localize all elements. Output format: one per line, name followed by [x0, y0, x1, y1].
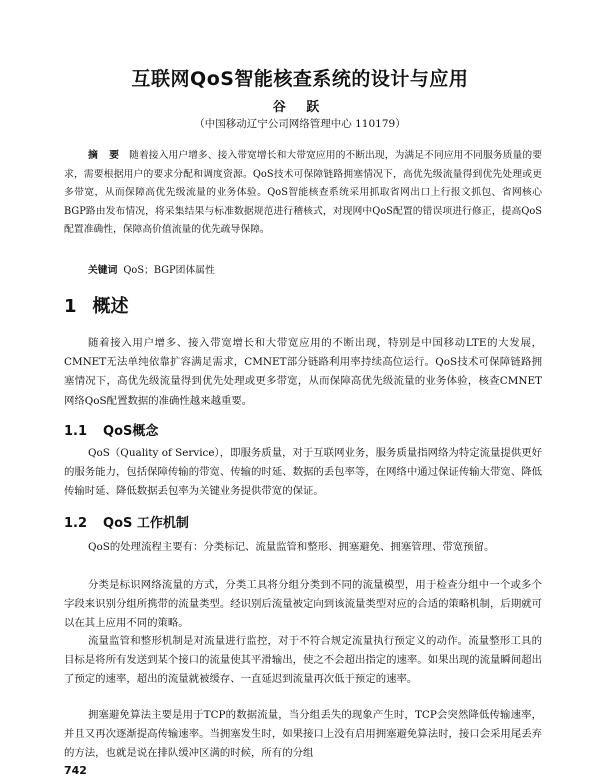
keywords-text: QoS；BGP团体属性: [123, 265, 215, 276]
section-1-1-paragraph: QoS（Quality of Service），即服务质量，对于互联网业务，服务质量指网络为特定流量提供更好的服务能力，包括保障传输的带宽、传输的时延、数据的丢包率等，在网络中通过保证传输大带宽、降低传输时延、降低数据丢包率为关键业务提供带宽的保证。: [64, 447, 542, 498]
section-1-2-heading: [64, 512, 189, 531]
section-1-2-number: 1.2: [64, 516, 88, 531]
keywords-label: 关键词: [88, 265, 118, 276]
section-1-title: 概述: [92, 296, 129, 317]
section-1-paragraph: 随着接入用户增多、接入带宽增长和大带宽应用的不断出现，特别是中国移动LTE的大发展，CMNET无法单纯依靠扩容满足需求，CMNET部分链路利用率持续高位运行。QoS技术可保障链路拥塞情况下，高优先级流量得到优先处理或更多带宽，从而保障高优先级流量的业务体验，核查CMNET网络QoS配置数据的准确性越来越重要。: [64, 337, 542, 407]
abstract-label: 摘 要: [88, 150, 124, 161]
section-1-2-paragraph: 拥塞避免算法主要是用于TCP的数据流量，当分组丢失的现象产生时，TCP会突然降低传输速率，并且又再次逐渐提高传输速率。当拥塞发生时，如果接口上没有启用拥塞避免算法时，接口会采用尾丢弃的方法，也就是说在排队缓冲区满的时候，所有的分组: [64, 709, 542, 760]
section-1-1-title: QoS概念: [103, 424, 159, 439]
abstract: [64, 147, 542, 240]
section-1-2-paragraph: 流量监管和整形机制是对流量进行监控，对于不符合规定流量执行预定义的动作。流量整形工具的目标是将所有发送到某个接口的流量使其平滑输出，使之不会超出指定的速率。如果出现的流量瞬间超出了预定的速率，超出的流量就被缓存、一直延迟到流量再次低于预定的速率。: [64, 635, 542, 686]
section-1-2-paragraph: QoS的处理流程主要有：分类标记、流量监管和整形、拥塞避免、拥塞管理、带宽预留。: [88, 541, 495, 553]
section-1-2-paragraph: 分类是标识网络流量的方式，分类工具将分组分类到不同的流量模型，用于检查分组中一个或多个字段来识别分组所携带的流量类型。经识别后流量被定向到该流量类型对应的合适的策略机制，后期就可以在其上应用不同的策略。: [64, 579, 542, 630]
paper-author: 谷 跃: [272, 100, 328, 115]
section-1-1-number: 1.1: [64, 424, 88, 439]
section-1-number: 1: [64, 296, 77, 317]
paper-title: 互联网QoS智能核查系统的设计与应用: [131, 68, 469, 90]
keywords: [64, 262, 542, 280]
author-affiliation: （中国移动辽宁公司网络管理中心 110179）: [194, 118, 406, 130]
section-1-1-heading: [64, 420, 158, 439]
page-number: 742: [64, 764, 87, 777]
section-1-2-title: QoS 工作机制: [103, 516, 189, 531]
section-1-heading: [64, 292, 129, 318]
abstract-text: 随着接入用户增多、接入带宽增长和大带宽应用的不断出现，为满足不同应用不同服务质量的要求，需要根据用户的要求分配和调度资源。QoS技术可保障链路拥塞情况下，高优先级流量得到优先处理或更多带宽，从而保障高优先级流量的业务体验。QoS智能核查系统采用抓取省网出口上行报文抓包、省网核心BGP路由发布情况，将采集结果与标准数据规范进行稽核式，对现网中QoS配置的错误项进行修正，提高QoS配置准确性，保障高价值流量的优先疏导保障。: [64, 150, 542, 236]
